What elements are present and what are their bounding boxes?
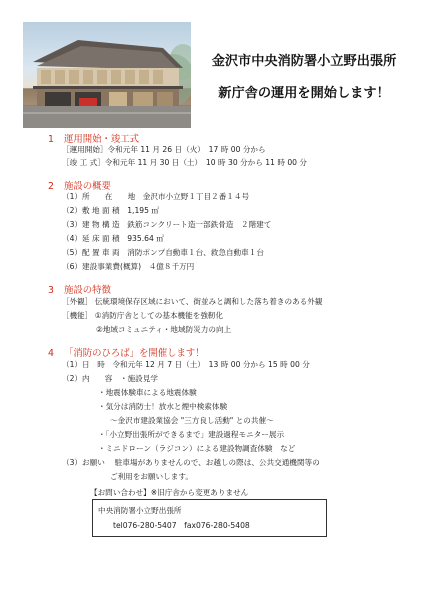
section-4-line: ご利用をお願いします。 xyxy=(110,472,193,481)
section-2-line: （1）所 在 地 金沢市小立野１丁目２番１４号 xyxy=(62,192,250,201)
section-1-line: ［運用開始］令和元年 11 月 26 日（火） 17 時 00 分から xyxy=(62,145,266,154)
contact-box xyxy=(92,499,327,537)
section-3-line: ②地域コミュニティ・地域防災力の向上 xyxy=(96,325,232,334)
section-4-line: ・地震体験車による地震体験 xyxy=(98,388,197,397)
section-3-line: ［外観］ 伝統環境保存区域において、街並みと調和した落ち着きのある外観 xyxy=(62,297,323,306)
section-number: 1 xyxy=(48,134,54,145)
section-title: 「消防のひろば」を開催します！ xyxy=(64,348,205,359)
section-1-line: ［竣 工 式］令和元年 11 月 30 日（土） 10 時 30 分から 11 時 00 分 xyxy=(62,158,308,167)
building-rendering-image xyxy=(23,22,191,128)
section-number: 3 xyxy=(48,285,54,296)
section-4-line: ～金沢市建設業協会 "三方良し活動" との共催～ xyxy=(110,416,274,425)
section-title: 施設の特徴 xyxy=(64,285,111,296)
section-1-heading xyxy=(48,131,139,145)
contact-office: 中央消防署小立野出張所 xyxy=(98,506,182,515)
section-number: 4 xyxy=(48,348,54,359)
section-2-line: （4）延 床 面 積 935.64 ㎡ xyxy=(62,234,164,243)
section-4-line: （3）お願い 駐車場がありませんので、お越しの際は、公共交通機関等の xyxy=(62,458,320,467)
page-subtitle: 新庁舎の運用を開始します！ xyxy=(218,86,390,101)
section-4-line: ・ミニドローン（ラジコン）による建設物調査体験 など xyxy=(98,444,296,453)
section-2-line: （2）敷 地 面 積 1,195 ㎡ xyxy=(62,206,159,215)
section-2-line: （3）建 物 構 造 鉄筋コンクリート造一部鉄骨造 ２階建て xyxy=(62,220,272,229)
section-4-line: ・「小立野出張所ができるまで」建設過程モニター展示 xyxy=(98,430,285,439)
section-4-line: ・気分は消防士！放水と煙中検索体験 xyxy=(98,402,228,411)
section-2-line: （5）配 置 車 両 消防ポンプ自動車１台、救急自動車１台 xyxy=(62,248,264,257)
page-title: 金沢市中央消防署小立野出張所 xyxy=(211,54,397,69)
section-number: 2 xyxy=(48,181,54,192)
section-4-heading xyxy=(48,345,205,359)
section-title: 施設の概要 xyxy=(64,181,111,192)
section-3-heading xyxy=(48,282,111,296)
section-4-line: （2）内 容 ・施設見学 xyxy=(62,374,158,383)
section-4-line: （1）日 時 令和元年 12 月 7 日（土） 13 時 00 分から 15 時 00 分 xyxy=(62,360,310,369)
section-2-heading xyxy=(48,178,111,192)
section-3-line: ［機能］ ①消防庁舎としての基本機能を強靭化 xyxy=(62,311,224,320)
section-2-line: （6）建設事業費(概算) ４億８千万円 xyxy=(62,262,195,271)
contact-heading: 【お問い合わせ】※旧庁舎から変更ありません xyxy=(90,488,249,497)
contact-phone: tel076-280-5407 fax076-280-5408 xyxy=(113,521,250,530)
section-title: 運用開始・竣工式 xyxy=(64,134,140,145)
